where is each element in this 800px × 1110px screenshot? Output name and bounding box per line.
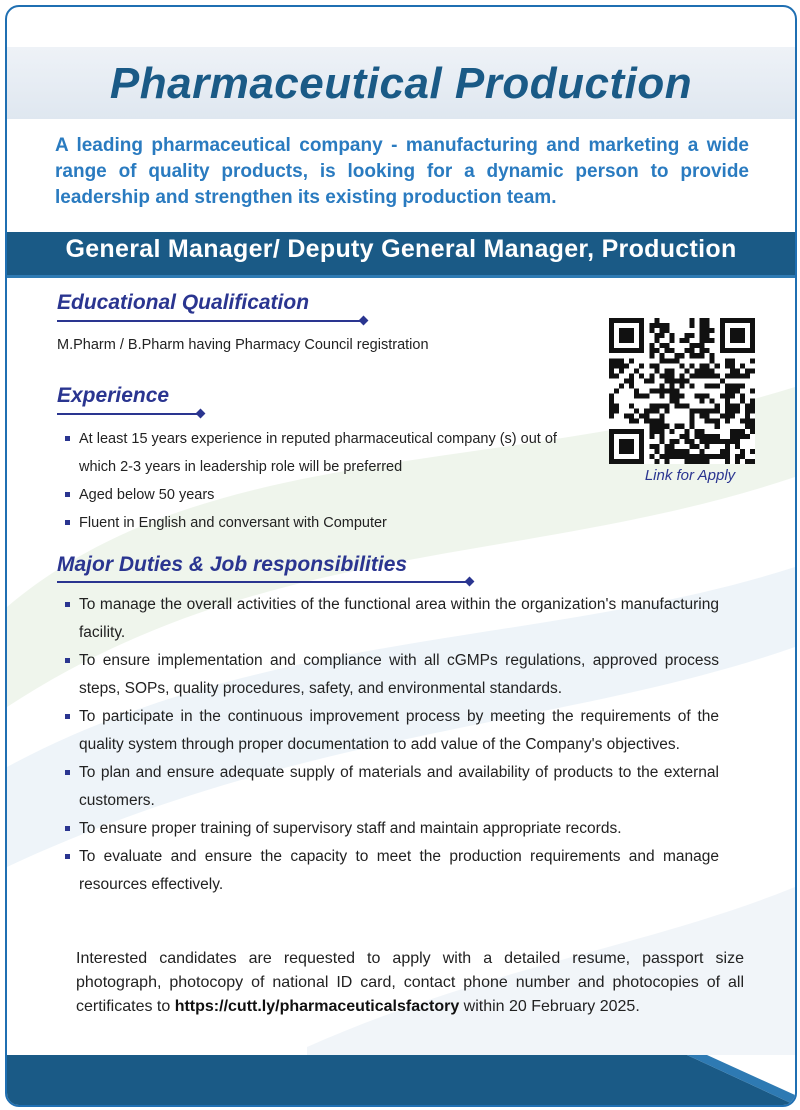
bullet-square-icon: [65, 658, 70, 663]
list-item: To ensure proper training of supervisory staff and maintain appropriate records.: [59, 815, 719, 843]
bullet-square-icon: [65, 602, 70, 607]
education-underline: [57, 320, 363, 322]
list-item: At least 15 years experience in reputed pharmaceutical company (s) out of which 2-3 years in leadership role will be preferred: [59, 425, 589, 481]
apply-link[interactable]: https://cutt.ly/pharmaceuticalsfactory: [174, 998, 460, 1015]
bullet-square-icon: [65, 492, 70, 497]
job-ad-card: [5, 5, 797, 1107]
bullet-square-icon: [65, 826, 70, 831]
bullet-square-icon: [65, 436, 70, 441]
bullet-square-icon: [65, 714, 70, 719]
education-heading: Educational Qualification: [57, 291, 310, 314]
experience-underline: [57, 413, 201, 415]
page-title: Pharmaceutical Production: [109, 59, 693, 108]
list-item: To evaluate and ensure the capacity to meet the production requirements and manage resources effectively.: [59, 843, 719, 899]
bullet-square-icon: [65, 520, 70, 525]
duties-heading: Major Duties & Job responsibilities: [57, 553, 408, 576]
list-item: To ensure implementation and compliance with all cGMPs regulations, approved process steps, SOPs, quality procedures, safety, and environmental standards.: [59, 647, 719, 703]
footer-bar: [7, 1055, 795, 1105]
apply-instructions: Interested candidates are requested to apply with a detailed resume, passport size photograph, photocopy of national ID card, contact phone number and photocopies of all certificates to https://cutt.ly/pharmaceuticalsfactory within 20 February 2025.: [76, 950, 744, 1015]
experience-list: [59, 425, 589, 537]
list-item: To manage the overall activities of the functional area within the organization's manufacturing facility.: [59, 591, 719, 647]
education-text: M.Pharm / B.Pharm having Pharmacy Council registration: [57, 337, 429, 353]
list-item: To plan and ensure adequate supply of materials and availability of products to the external customers.: [59, 759, 719, 815]
intro-paragraph: A leading pharmaceutical company - manufacturing and marketing a wide range of quality products, is looking for a dynamic person to provide leadership and strengthen its existing production team.: [55, 135, 749, 208]
list-item: To participate in the continuous improvement process by meeting the requirements of the quality system through proper documentation to add value of the Company's objectives.: [59, 703, 719, 759]
bullet-square-icon: [65, 770, 70, 775]
bullet-square-icon: [65, 854, 70, 859]
duties-list: [59, 591, 719, 899]
duties-underline: [57, 581, 470, 583]
list-item: Fluent in English and conversant with Computer: [59, 509, 589, 537]
qr-caption: Link for Apply: [644, 467, 736, 484]
list-item: Aged below 50 years: [59, 481, 589, 509]
qr-code-icon[interactable]: [609, 318, 755, 464]
experience-heading: Experience: [57, 384, 170, 407]
position-title: General Manager/ Deputy General Manager, Production: [65, 235, 737, 263]
